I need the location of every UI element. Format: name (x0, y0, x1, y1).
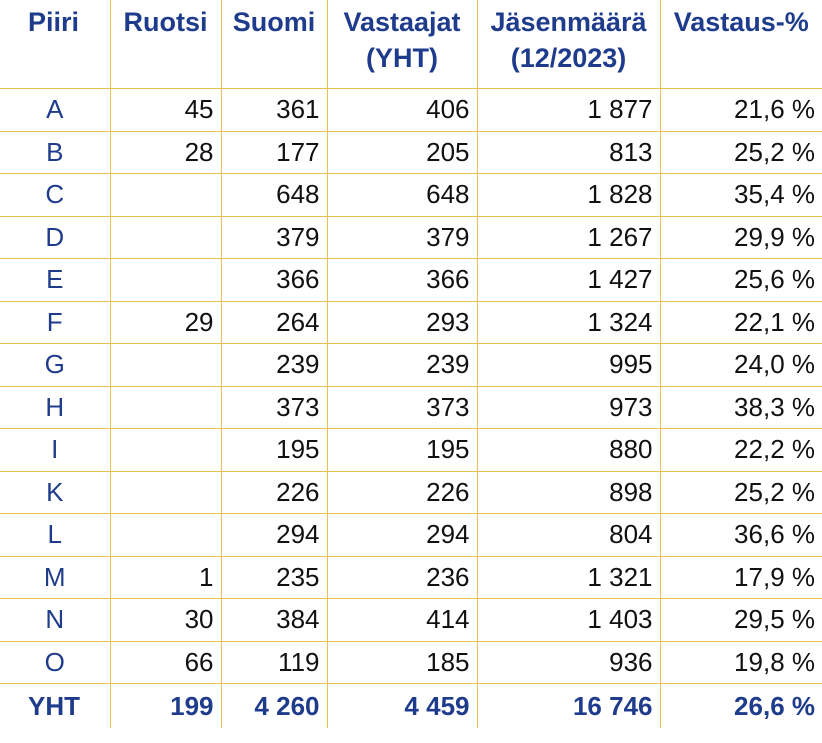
cell-suomi: 119 (221, 641, 327, 684)
total-cell-vastaus-pct: 26,6 % (734, 690, 815, 721)
total-row (0, 684, 822, 729)
cell-vastaus-pct: 22,1 % (660, 301, 822, 344)
table-row (0, 89, 822, 132)
table-row (0, 301, 822, 344)
cell-suomi: 235 (221, 556, 327, 599)
table-row (0, 599, 822, 642)
cell-suomi: 177 (221, 131, 327, 174)
cell-ruotsi: 30 (110, 599, 221, 642)
cell-suomi: 239 (221, 344, 327, 387)
cell-vastaajat: 205 (327, 131, 477, 174)
table-row (0, 174, 822, 217)
cell-vastaus-pct: 25,6 % (660, 259, 822, 302)
header-sublabel: (12/2023) (510, 43, 627, 73)
cell-vastaajat: 648 (327, 174, 477, 217)
header-jasenmaara (477, 0, 660, 89)
table-row (0, 641, 822, 684)
cell-vastaus-pct: 21,6 % (660, 89, 822, 132)
cell-ruotsi: 45 (110, 89, 221, 132)
table-body (0, 89, 822, 729)
cell-piiri: L (0, 514, 110, 557)
cell-jasenmaara: 1 828 (477, 174, 660, 217)
cell-suomi: 226 (221, 471, 327, 514)
cell-jasenmaara: 1 877 (477, 89, 660, 132)
cell-suomi: 648 (221, 174, 327, 217)
cell-vastaus-pct: 35,4 % (660, 174, 822, 217)
total-cell-vastaajat: 4 459 (327, 684, 477, 729)
cell-vastaajat: 414 (327, 599, 477, 642)
cell-ruotsi: 1 (110, 556, 221, 599)
cell-vastaajat: 379 (327, 216, 477, 259)
table-row (0, 514, 822, 557)
header-sublabel: (YHT) (366, 43, 438, 73)
cell-vastaajat: 236 (327, 556, 477, 599)
cell-piiri: F (0, 301, 110, 344)
table-row (0, 471, 822, 514)
cell-vastaajat: 185 (327, 641, 477, 684)
total-cell-piiri: YHT (0, 684, 110, 729)
cell-piiri: N (0, 599, 110, 642)
cell-jasenmaara: 973 (477, 386, 660, 429)
cell-vastaus-pct: 29,9 % (660, 216, 822, 259)
total-cell-suomi: 4 260 (221, 684, 327, 729)
table-row (0, 216, 822, 259)
cell-ruotsi (110, 174, 221, 217)
cell-ruotsi (110, 344, 221, 387)
cell-piiri: I (0, 429, 110, 472)
cell-jasenmaara: 936 (477, 641, 660, 684)
cell-vastaajat: 366 (327, 259, 477, 302)
cell-jasenmaara: 1 321 (477, 556, 660, 599)
cell-vastaus-pct: 38,3 % (660, 386, 822, 429)
total-cell-jasenmaara: 16 746 (477, 684, 660, 729)
cell-jasenmaara: 898 (477, 471, 660, 514)
cell-suomi: 195 (221, 429, 327, 472)
cell-ruotsi (110, 471, 221, 514)
cell-piiri: G (0, 344, 110, 387)
cell-suomi: 384 (221, 599, 327, 642)
cell-vastaus-pct: 19,8 % (660, 641, 822, 684)
cell-jasenmaara: 995 (477, 344, 660, 387)
cell-piiri: H (0, 386, 110, 429)
cell-ruotsi (110, 386, 221, 429)
table-row (0, 429, 822, 472)
cell-vastaajat: 373 (327, 386, 477, 429)
header-piiri (0, 0, 110, 89)
cell-jasenmaara: 804 (477, 514, 660, 557)
cell-suomi: 361 (221, 89, 327, 132)
header-label: Piiri (28, 7, 80, 37)
cell-piiri: C (0, 174, 110, 217)
cell-suomi: 379 (221, 216, 327, 259)
header-label: Vastaus-% (673, 7, 809, 37)
total-cell-ruotsi: 199 (110, 684, 221, 729)
cell-jasenmaara: 813 (477, 131, 660, 174)
cell-ruotsi (110, 429, 221, 472)
cell-vastaajat: 294 (327, 514, 477, 557)
cell-jasenmaara: 1 403 (477, 599, 660, 642)
cell-vastaus-pct: 24,0 % (660, 344, 822, 387)
cell-suomi: 264 (221, 301, 327, 344)
cell-jasenmaara: 1 427 (477, 259, 660, 302)
header-label: Jäsenmäärä (490, 7, 647, 37)
cell-jasenmaara: 1 267 (477, 216, 660, 259)
header-label: Vastaajat (343, 7, 461, 37)
cell-vastaus-pct: 17,9 % (660, 556, 822, 599)
header-label: Ruotsi (123, 7, 208, 37)
header-row (0, 0, 822, 89)
cell-ruotsi (110, 259, 221, 302)
table-row (0, 131, 822, 174)
cell-piiri: M (0, 556, 110, 599)
table-row (0, 556, 822, 599)
cell-ruotsi: 28 (110, 131, 221, 174)
header-label: Suomi (232, 7, 316, 37)
table-row (0, 344, 822, 387)
cell-vastaus-pct: 25,2 % (660, 131, 822, 174)
cell-piiri: A (0, 89, 110, 132)
cell-vastaajat: 195 (327, 429, 477, 472)
cell-ruotsi (110, 216, 221, 259)
cell-suomi: 366 (221, 259, 327, 302)
cell-jasenmaara: 880 (477, 429, 660, 472)
cell-suomi: 294 (221, 514, 327, 557)
cell-piiri: B (0, 131, 110, 174)
cell-vastaajat: 406 (327, 89, 477, 132)
cell-vastaus-pct: 25,2 % (660, 471, 822, 514)
table-row (0, 386, 822, 429)
header-vastaajat (327, 0, 477, 89)
table-row (0, 259, 822, 302)
cell-piiri: O (0, 641, 110, 684)
cell-piiri: D (0, 216, 110, 259)
cell-vastaus-pct: 22,2 % (660, 429, 822, 472)
cell-vastaus-pct: 29,5 % (660, 599, 822, 642)
cell-vastaajat: 293 (327, 301, 477, 344)
cell-ruotsi (110, 514, 221, 557)
cell-vastaus-pct: 36,6 % (660, 514, 822, 557)
header-ruotsi (110, 0, 221, 89)
cell-piiri: K (0, 471, 110, 514)
cell-ruotsi: 29 (110, 301, 221, 344)
cell-vastaajat: 239 (327, 344, 477, 387)
cell-ruotsi: 66 (110, 641, 221, 684)
cell-vastaajat: 226 (327, 471, 477, 514)
header-suomi (221, 0, 327, 89)
cell-jasenmaara: 1 324 (477, 301, 660, 344)
header-vastaus-pct (660, 0, 822, 89)
cell-piiri: E (0, 259, 110, 302)
cell-suomi: 373 (221, 386, 327, 429)
